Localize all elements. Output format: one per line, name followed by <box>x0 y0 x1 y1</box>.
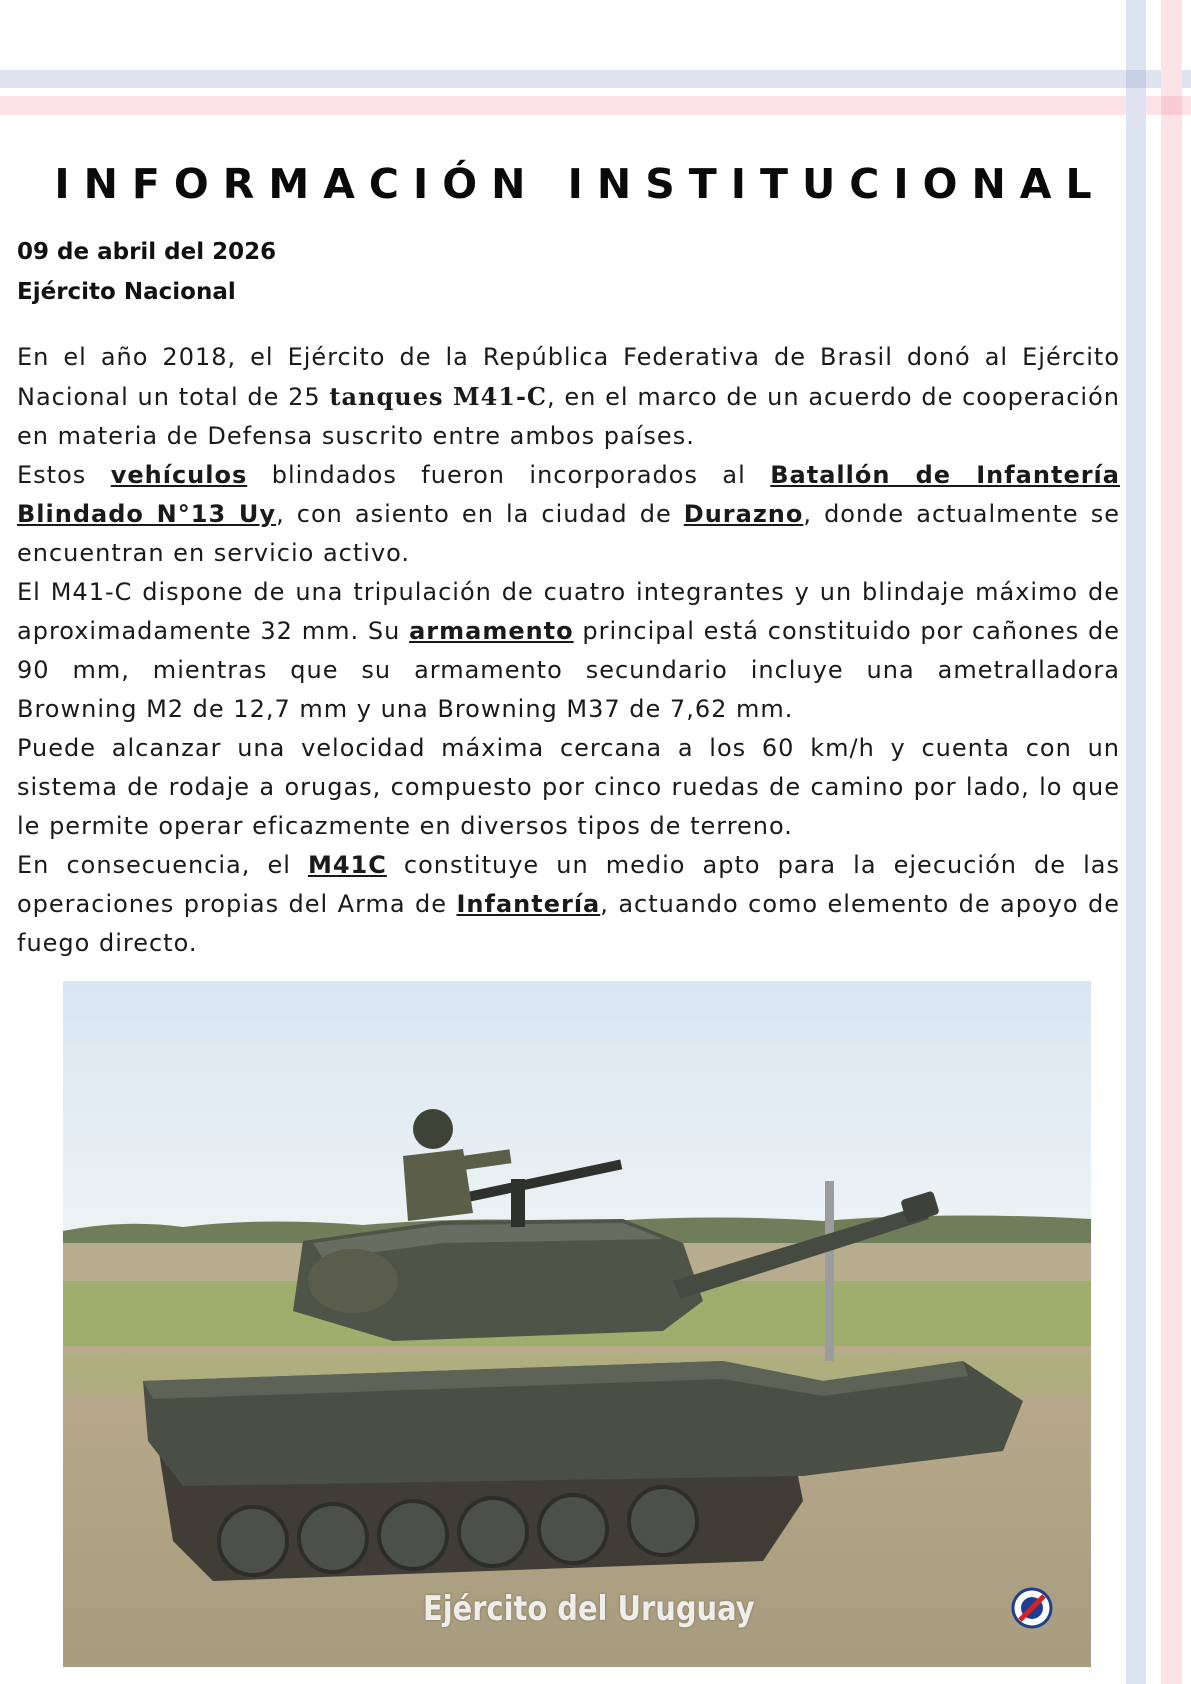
stripe-intersection-red <box>1161 96 1182 115</box>
page-title: INFORMACIÓN INSTITUCIONAL <box>54 160 1106 208</box>
top-blue-stripe <box>0 70 1191 88</box>
stripe-intersection-blue <box>1126 70 1146 88</box>
paragraph-4 <box>17 729 1120 846</box>
paragraph-3 <box>17 573 1120 729</box>
tank-model-emphasis: tanques M41-C <box>329 382 548 411</box>
text-span: En el año 2018, el Ejército de la República Federativa de Brasil donó al Ejército Nacional un total de 25 <box>17 343 1120 411</box>
tank-photo <box>63 981 1091 1667</box>
paragraph-5 <box>17 846 1120 963</box>
text-span: principal está constituido por cañones de 90 mm, mientras que su armamento secundario incluye una ametralladora Browning M2 de 12,7 mm y una Browning M37 de 7,62 mm. <box>17 617 1120 723</box>
link-durazno[interactable]: Durazno <box>683 500 804 528</box>
text-span: , actuando como elemento de apoyo de fuego directo. <box>17 890 1120 957</box>
paragraph-2 <box>17 456 1120 573</box>
link-batallon[interactable]: Batallón de Infantería Blindado N°13 Uy <box>17 461 1120 528</box>
text-span: , en el marco de un acuerdo de cooperación en materia de Defensa suscrito entre ambos países. <box>17 383 1120 450</box>
side-blue-stripe <box>1126 0 1146 1684</box>
article-body <box>17 338 1120 963</box>
paragraph-1 <box>17 338 1120 456</box>
text-span: Puede alcanzar una velocidad máxima cercana a los 60 km/h y cuenta con un sistema de rodaje a orugas, compuesto por cinco ruedas de camino por lado, lo que le permite operar eficazmente en diversos tipos de terreno. <box>17 734 1120 840</box>
text-span: constituye un medio apto para la ejecución de las operaciones propias del Arma de <box>17 851 1120 918</box>
text-span: , donde actualmente se encuentran en servicio activo. <box>17 500 1121 567</box>
text-span: blindados fueron incorporados al <box>247 461 771 489</box>
link-vehiculos[interactable]: vehículos <box>110 461 248 489</box>
link-m41c[interactable]: M41C <box>307 851 387 879</box>
text-span: Estos <box>17 461 111 489</box>
photo-watermark: Ejército del Uruguay <box>423 1589 755 1629</box>
document-author: Ejército Nacional <box>17 279 236 305</box>
link-armamento[interactable]: armamento <box>409 617 574 645</box>
army-logo-icon <box>1011 1587 1053 1629</box>
top-red-stripe <box>0 96 1191 115</box>
side-red-stripe <box>1161 0 1182 1684</box>
document-meta <box>17 232 276 312</box>
text-span: El M41-C dispone de una tripulación de cuatro integrantes y un blindaje máximo de aproximadamente 32 mm. Su <box>17 578 1120 645</box>
text-span: , con asiento en la ciudad de <box>276 500 684 528</box>
text-span: En consecuencia, el <box>17 851 308 879</box>
document-date: 09 de abril del 2026 <box>17 239 277 265</box>
link-infanteria[interactable]: Infantería <box>456 890 601 918</box>
tank-illustration <box>63 981 1091 1667</box>
